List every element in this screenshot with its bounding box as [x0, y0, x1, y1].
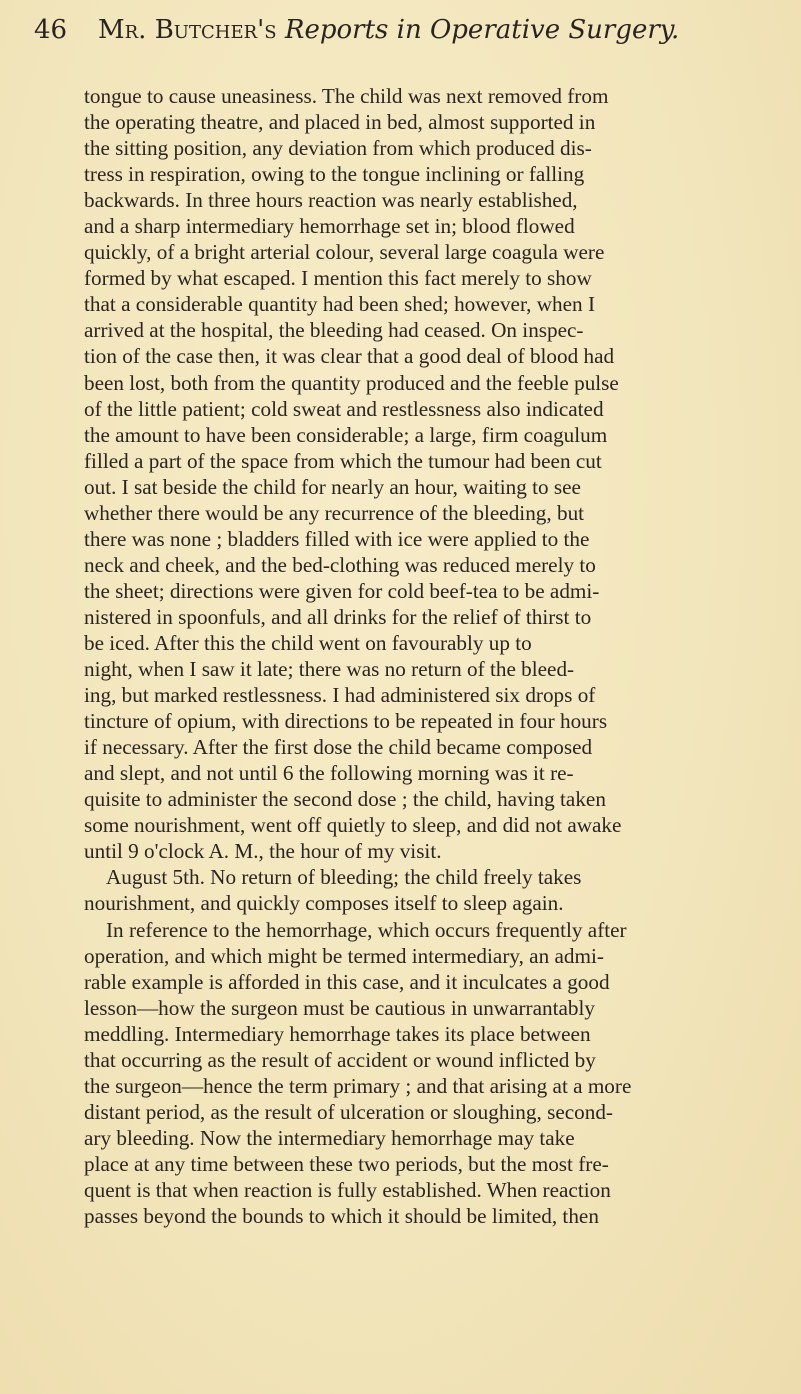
- text-line: ing, but marked restlessness. I had administered six drops of: [84, 683, 596, 708]
- text-line: operation, and which might be termed intermediary, an admi-: [84, 943, 604, 968]
- text-line: place at any time between these two periods, but the most fre-: [84, 1151, 609, 1176]
- text-line: meddling. Intermediary hemorrhage takes its place between: [84, 1021, 591, 1046]
- text-line: whether there would be any recurrence of the bleeding, but: [84, 500, 585, 525]
- text-line: August 5th. No return of bleeding; the child freely takes: [106, 865, 582, 890]
- text-line: nistered in spoonfuls, and all drinks for the relief of thirst to: [84, 604, 592, 629]
- text-line: there was none ; bladders filled with ice were applied to the: [84, 526, 590, 551]
- text-line: tincture of opium, with directions to be repeated in four hours: [84, 709, 608, 734]
- text-line: night, when I saw it late; there was no return of the bleed-: [84, 657, 575, 682]
- text-line: of the little patient; cold sweat and restlessness also indicated: [84, 396, 604, 421]
- text-line: tion of the case then, it was clear that a good deal of blood had: [84, 344, 615, 369]
- running-head: [98, 10, 679, 50]
- text-line: and slept, and not until 6 the following morning was it re-: [84, 761, 574, 786]
- text-line: the sheet; directions were given for cold beef-tea to be admi-: [84, 578, 600, 603]
- text-line: neck and cheek, and the bed-clothing was reduced merely to: [84, 552, 596, 577]
- running-head-author: Mr. Butcher's: [98, 15, 277, 45]
- text-line: some nourishment, went off quietly to sleep, and did not awake: [84, 813, 622, 838]
- text-line: that occurring as the result of accident or wound inflicted by: [84, 1047, 596, 1072]
- page-number: 46: [34, 15, 68, 45]
- text-line: formed by what escaped. I mention this fact merely to show: [84, 266, 592, 291]
- running-head-title: Reports in Operative Surgery.: [284, 15, 680, 45]
- text-line: the surgeon—hence the term primary ; and that arising at a more: [84, 1073, 632, 1098]
- text-line: quent is that when reaction is fully established. When reaction: [84, 1177, 611, 1202]
- text-line: the amount to have been considerable; a large, firm coagulum: [84, 422, 608, 447]
- text-line: lesson—how the surgeon must be cautious in unwarrantably: [84, 995, 595, 1020]
- text-line: nourishment, and quickly composes itself to sleep again.: [84, 891, 564, 916]
- body-text: [84, 83, 749, 1229]
- text-line: ary bleeding. Now the intermediary hemorrhage may take: [84, 1125, 575, 1150]
- text-line: In reference to the hemorrhage, which occurs frequently after: [106, 917, 627, 942]
- text-line: until 9 o'clock A. M., the hour of my visit.: [84, 839, 442, 864]
- text-line: and a sharp intermediary hemorrhage set in; blood flowed: [84, 214, 575, 239]
- text-line: the sitting position, any deviation from which produced dis-: [84, 136, 592, 161]
- text-line: filled a part of the space from which the tumour had been cut: [84, 448, 602, 473]
- text-line: backwards. In three hours reaction was nearly established,: [84, 188, 578, 213]
- text-line: distant period, as the result of ulceration or sloughing, second-: [84, 1099, 613, 1124]
- text-line: arrived at the hospital, the bleeding had ceased. On inspec-: [84, 318, 584, 343]
- text-line: been lost, both from the quantity produced and the feeble pulse: [84, 370, 619, 395]
- text-line: quisite to administer the second dose ; the child, having taken: [84, 787, 606, 812]
- text-line: tongue to cause uneasiness. The child was next removed from: [84, 84, 609, 108]
- text-line: that a considerable quantity had been shed; however, when I: [84, 292, 596, 317]
- page-header: [34, 10, 764, 50]
- text-line: quickly, of a bright arterial colour, several large coagula were: [84, 240, 605, 265]
- text-line: the operating theatre, and placed in bed, almost supported in: [84, 110, 596, 135]
- text-line: tress in respiration, owing to the tongue inclining or falling: [84, 162, 585, 187]
- text-line: passes beyond the bounds to which it should be limited, then: [84, 1204, 599, 1229]
- text-line: if necessary. After the first dose the child became composed: [84, 735, 593, 760]
- text-line: out. I sat beside the child for nearly an hour, waiting to see: [84, 474, 581, 499]
- text-line: rable example is afforded in this case, and it inculcates a good: [84, 969, 610, 994]
- text-line: be iced. After this the child went on favourably up to: [84, 630, 532, 655]
